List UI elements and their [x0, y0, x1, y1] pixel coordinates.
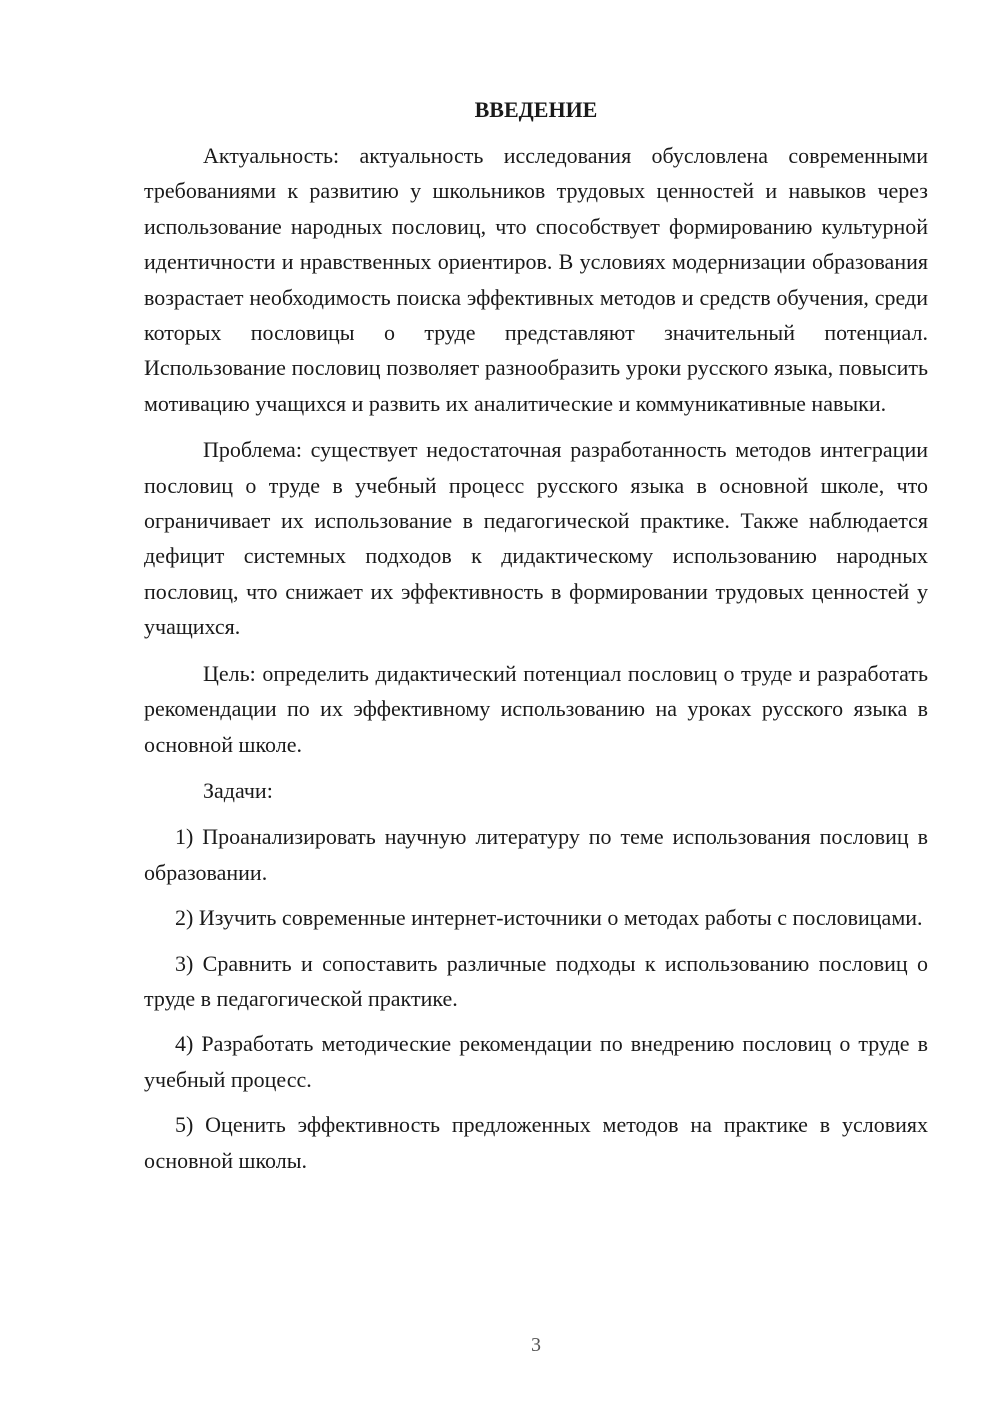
document-content: [144, 94, 928, 1188]
paragraph-problem: Проблема: существует недостаточная разработанность методов интеграции пословиц о труде в учебный процесс русского языка в основной школе, что ограничивает их использование в педагогической практике. Также наблюдается дефицит системных подходов к дидактическому использованию народных пословиц, что снижает их эффективность в формировании трудовых ценностей у учащихся.: [144, 437, 928, 640]
task-item-2: 2) Изучить современные интернет-источники о методах работы с пословицами.: [175, 905, 923, 931]
task-item-4: 4) Разработать методические рекомендации по внедрению пословиц о труде в учебный процесс.: [144, 1031, 928, 1092]
tasks-heading: Задачи:: [203, 777, 273, 803]
task-item-1: 1) Проанализировать научную литературу по теме использования пословиц в образовании.: [144, 824, 928, 885]
paragraph-goal: Цель: определить дидактический потенциал пословиц о труде и разработать рекомендации по их эффективному использованию на уроках русского языка в основной школе.: [144, 660, 928, 757]
paragraph-relevance: Актуальность: актуальность исследования обусловлена современными требованиями к развитию у школьников трудовых ценностей и навыков через использование народных пословиц, что способствует формированию культурной идентичности и нравственных ориентиров. В условиях модернизации образования возрастает необходимость поиска эффективных методов и средств обучения, среди которых пословицы о труде представляют значительный потенциал. Использование пословиц позволяет разнообразить уроки русского языка, повысить мотивацию учащихся и развить их аналитические и коммуникативные навыки.: [144, 143, 928, 416]
page-number: 3: [531, 1334, 541, 1356]
task-item-5: 5) Оценить эффективность предложенных методов на практике в условиях основной школы.: [144, 1112, 928, 1173]
task-item-3: 3) Сравнить и сопоставить различные подходы к использованию пословиц о труде в педагогической практике.: [144, 950, 928, 1011]
section-title: ВВЕДЕНИЕ: [474, 97, 598, 122]
